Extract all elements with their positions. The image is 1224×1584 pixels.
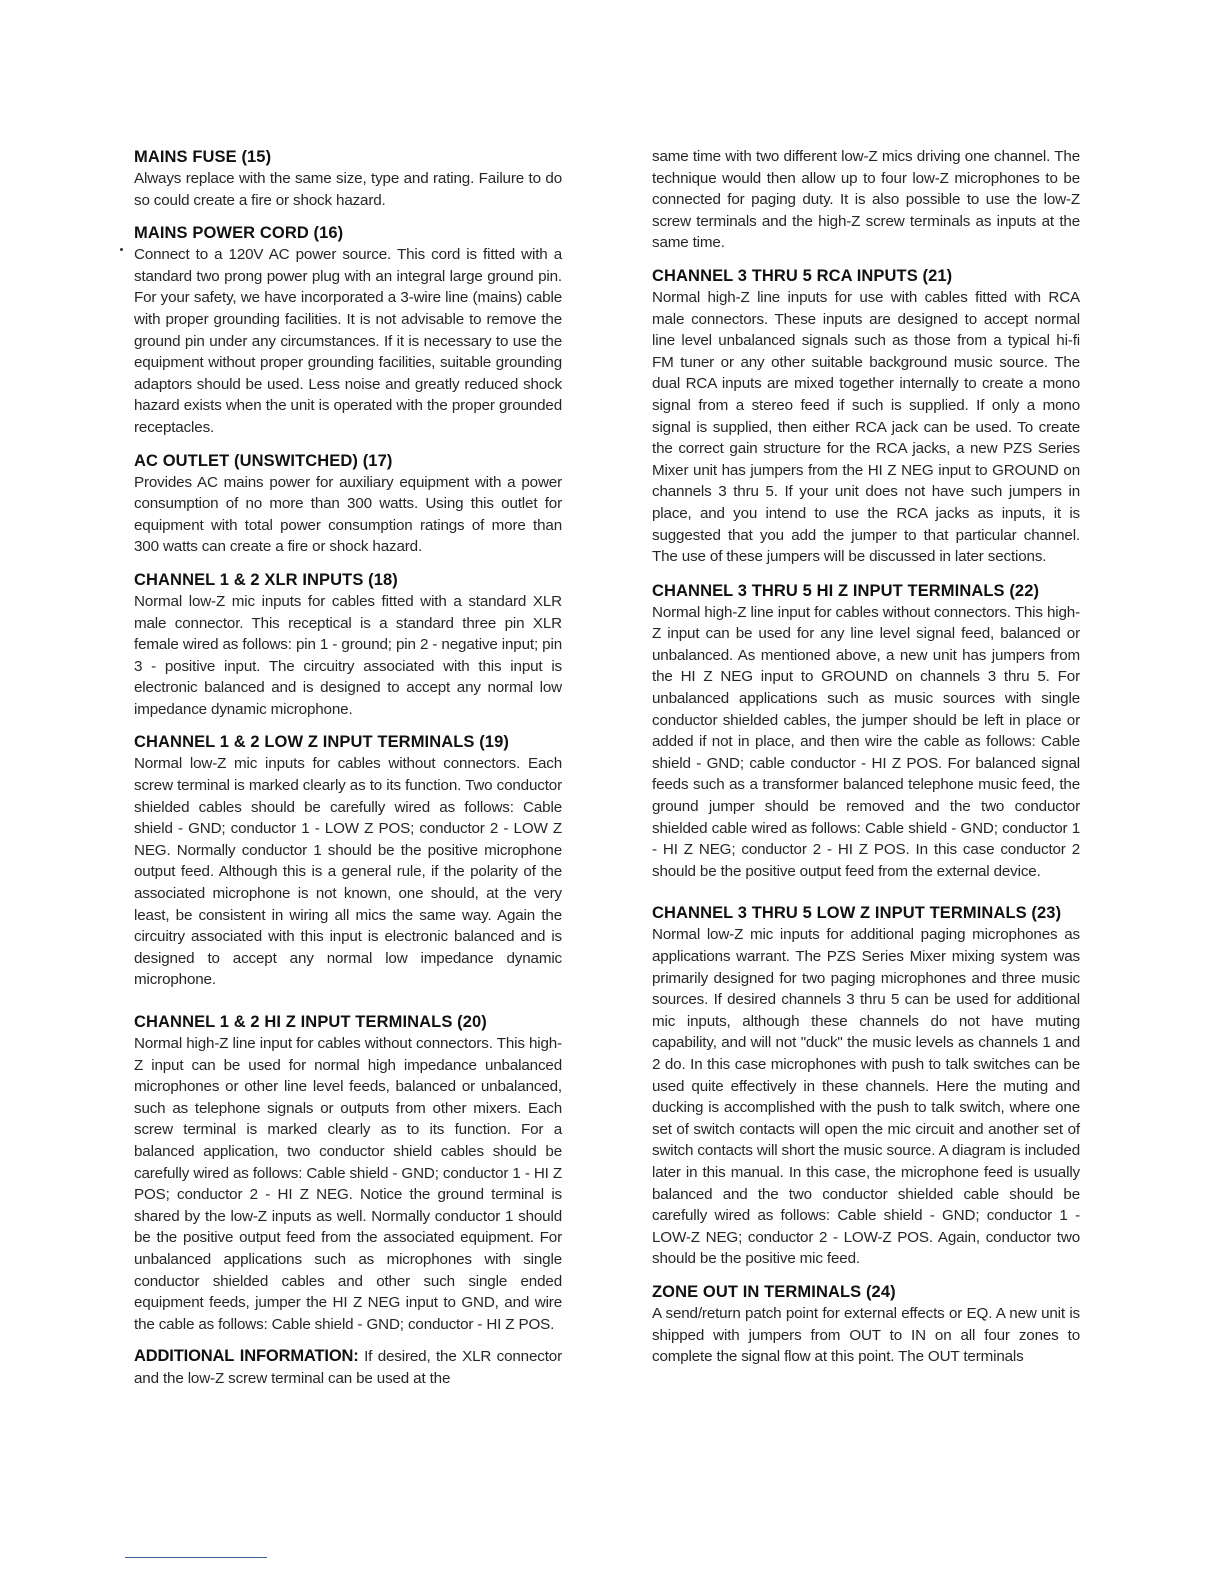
section-heading: MAINS POWER CORD (16) bbox=[134, 224, 344, 243]
section-additional-information bbox=[134, 1346, 562, 1389]
section-body: Connect to a 120V AC power source. This cord is fitted with a standard two prong power plug with an integral large ground pin. For your safety, we have incorporated a 3-wire line (mains) cable with proper grounding facilities. It is not advisable to remove the ground pin under any circumstances. If it is necessary to use the equipment without proper grounding facilities, suitable grounding adaptors should be used. Less noise and greatly reduced shock hazard exists when the unit is operated with the proper grounded receptacles. bbox=[134, 246, 562, 436]
section-channel-3-5-hi-z-terminals bbox=[652, 580, 1080, 883]
section-heading: CHANNEL 1 & 2 LOW Z INPUT TERMINALS (19) bbox=[134, 733, 509, 752]
section-heading: MAINS FUSE (15) bbox=[134, 148, 272, 166]
section-body: Normal high-Z line input for cables without connectors. This high-Z input can be used for normal high impedance unbalanced microphones or other line level feeds, balanced or unbalanced, such as telephone signals or outputs from other mixers. Each screw terminal is marked clearly as to its function. For a balanced application, two conductor shield cables should be carefully wired as follows: Cable shield - GND; conductor 1 - HI Z POS; conductor 2 - HI Z NEG. Notice the ground terminal is shared by the low-Z inputs as well. Normally conductor 1 should be the positive output feed from the associated equipment. For unbalanced applications such as microphones with single conductor shielded cables and other such single ended equipment feeds, jumper the HI Z NEG input to GND, and wire the cable as follows: Cable shield - GND; conductor - HI Z POS. bbox=[134, 1035, 562, 1333]
section-mains-fuse bbox=[134, 146, 562, 211]
section-body: Normal high-Z line inputs for use with cables fitted with RCA male connectors. These inputs are designed to accept normal line level unbalanced signals such as those from a typical hi-fi FM tuner or any other suitable background music source. The dual RCA inputs are mixed together internally to create a mono signal from a stereo feed if such is supplied. If only a mono signal is supplied, then either RCA jack can be used. To create the correct gain structure for the RCA jacks, a new PZS Series Mixer unit has jumpers from the HI Z NEG input to GROUND on channels 3 thru 5. If your unit does not have such jumpers in place, and you intend to use the RCA jacks as inputs, it is suggested that you add the jumper to that particular channel. The use of these jumpers will be discussed in later sections. bbox=[652, 288, 1080, 566]
section-body: Normal low-Z mic inputs for cables fitted with a standard XLR male connector. This receptical is a standard three pin XLR female wired as follows: pin 1 - ground; pin 2 - negative input; pin 3 - positive input. The circuitry associated with this input is electronic balanced and is designed to accept any normal low impedance dynamic microphone. bbox=[134, 592, 562, 718]
section-body: Normal high-Z line input for cables without connectors. This high-Z input can be used for any line level signal feed, balanced or unbalanced. As mentioned above, a new unit has jumpers from the HI Z NEG input to GROUND on channels 3 thru 5. For unbalanced applications such as music sources with single conductor shielded cables, the jumper should be left in place or added if not in place, and then wire the cable as follows: Cable shield - GND; cable conductor - HI Z POS. For balanced signal feeds such as a transformer balanced telephone music feed, the ground jumper should be removed and the two conductor shielded cable wired as follows: Cable shield - GND; conductor 1 - HI Z NEG; conductor 2 - HI Z POS. In this case conductor 2 should be the positive output feed from the external device. bbox=[652, 603, 1080, 880]
right-column bbox=[652, 146, 1080, 1368]
section-body: Always replace with the same size, type and rating. Failure to do so could create a fire or shock hazard. bbox=[134, 170, 562, 209]
stray-mark bbox=[120, 248, 123, 251]
section-heading: CHANNEL 3 THRU 5 RCA INPUTS (21) bbox=[652, 266, 953, 285]
section-ac-outlet bbox=[134, 450, 562, 558]
inline-heading: ADDITIONAL INFORMATION: bbox=[134, 1347, 359, 1366]
section-zone-out-in-terminals bbox=[652, 1281, 1080, 1368]
footnote-rule bbox=[125, 1557, 267, 1558]
section-body: A send/return patch point for external effects or EQ. A new unit is shipped with jumpers from OUT to IN on all four zones to complete the signal flow at this point. The OUT terminals bbox=[652, 1304, 1080, 1366]
section-body: Provides AC mains power for auxiliary equipment with a power consumption of no more than 300 watts. Using this outlet for equipment with total power consumption ratings of more than 300 watts can create a fire or shock hazard. bbox=[134, 473, 562, 556]
section-heading: ZONE OUT IN TERMINALS (24) bbox=[652, 1282, 896, 1301]
section-body bbox=[134, 1346, 562, 1389]
section-channel-3-5-rca-inputs bbox=[652, 265, 1080, 568]
section-heading: CHANNEL 3 THRU 5 LOW Z INPUT TERMINALS (23) bbox=[652, 904, 1062, 923]
section-channel-1-2-low-z-terminals bbox=[134, 731, 562, 991]
section-channel-1-2-hi-z-terminals bbox=[134, 1011, 562, 1335]
section-channel-3-5-low-z-terminals bbox=[652, 902, 1080, 1270]
section-mains-power-cord bbox=[134, 222, 562, 438]
inline-body: If desired, the XLR connector and the low-Z screw terminal can be used at the bbox=[134, 1348, 562, 1387]
section-heading: AC OUTLET (UNSWITCHED) (17) bbox=[134, 451, 393, 470]
section-body: Normal low-Z mic inputs for additional paging microphones as applications warrant. The PZS Series Mixer mixing system was primarily designed for two paging microphones and three music sources. If desired channels 3 thru 5 can be used for additional mic inputs, although these channels do not have muting capability, and will not "duck" the music levels as channels 1 and 2 do. In this case microphones with push to talk switches can be used quite effectively in these channels. Here the muting and ducking is accomplished with the push to talk switch, where one set of switch contacts will open the mic circuit and another set of switch contacts will short the music source. A diagram is included later in this manual. In this case, the microphone feed is usually balanced and the two conductor shielded cable should be carefully wired as follows: Cable shield - GND; conductor 1 - LOW-Z NEG; conductor 2 - LOW-Z POS. Again, conductor two should be the positive mic feed. bbox=[652, 926, 1080, 1268]
section-channel-1-2-xlr-inputs bbox=[134, 569, 562, 721]
continued-paragraph: same time with two different low-Z mics driving one channel. The technique would then allow up to four low-Z microphones to be connected for paging duty. It is also possible to use the low-Z screw terminals and the high-Z screw terminals as inputs at the same time. bbox=[652, 148, 1080, 252]
section-heading: CHANNEL 3 THRU 5 HI Z INPUT TERMINALS (22) bbox=[652, 581, 1040, 600]
left-column bbox=[134, 146, 562, 1390]
section-heading: CHANNEL 1 & 2 XLR INPUTS (18) bbox=[134, 570, 398, 589]
section-heading: CHANNEL 1 & 2 HI Z INPUT TERMINALS (20) bbox=[134, 1013, 487, 1031]
section-body: Normal low-Z mic inputs for cables without connectors. Each screw terminal is marked clearly as to its function. Two conductor shielded cables should be carefully wired as follows: Cable shield - GND; conductor 1 - LOW Z POS; conductor 2 - LOW Z NEG. Normally conductor 1 should be the positive microphone output feed. Although this is a general rule, if the polarity of the associated microphone is not known, one should, at the very least, be consistent in wiring all mics the same way. Again the circuitry associated with this input is electronic balanced and is designed to accept any normal low impedance dynamic microphone. bbox=[134, 755, 562, 989]
